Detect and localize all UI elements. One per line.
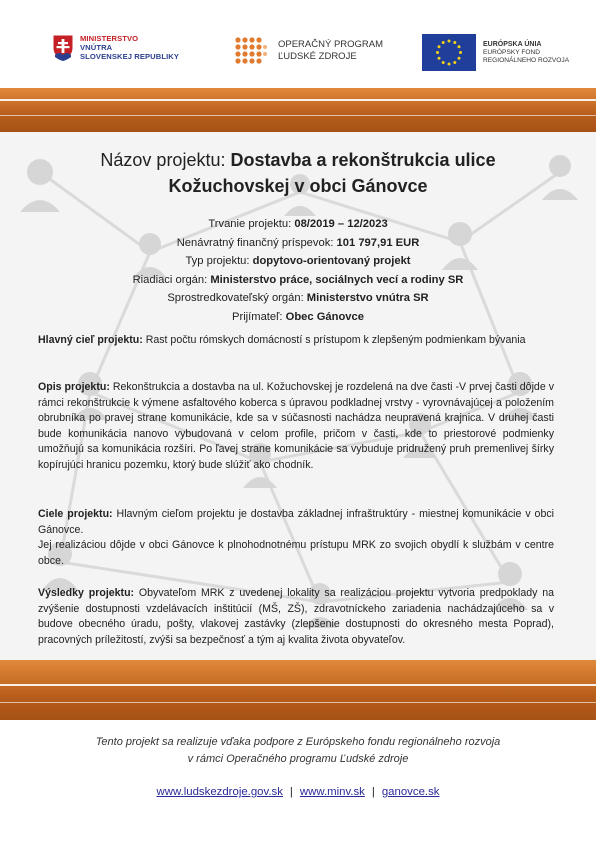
eu-line2: EURÓPSKY FOND xyxy=(483,48,541,56)
description-text: Rekonštrukcia a dostavba na ul. Kožuchovskej je rozdelená na dve časti -V prvej časti dôjde v rámci rekonštrukcie k výmene asfaltového koberca s úpravou podkladnej vrstvy - vyrovnávajúcej a položením obrubníka po pravej strane komunikácie, kde sa v súčasnosti nachádza neupravená krajnica. V druhej časti bude komunikácia nanovo vybudovaná v celom profile, pričom v časti, kde to priestorové podmienky umožňujú sa komunikácia rozšíri. Po ľavej strane komunikácie sa vybuduje pridružený pruh premenlivej šírky kopírujúci hranicu pozemku, ktorý bude slúžiť ako chodník. xyxy=(38,381,554,471)
section-results xyxy=(38,586,554,648)
goals-text-2: Jej realizáciou dôjde v obci Gánovce k plnohodnotnému prístupu MRK zo svojich obydlí k službám v centre obce. xyxy=(38,539,554,567)
top-orange-band xyxy=(0,88,596,132)
meta-intermediate-body: Sprostredkovateľský orgán: Ministerstvo vnútra SR xyxy=(167,292,429,304)
description-label: Opis projektu: xyxy=(38,381,110,393)
eu-line1: EURÓPSKA ÚNIA xyxy=(483,40,542,48)
main-goal-text: Rast počtu rómskych domácností s prístupom k zlepšeným podmienkam bývania xyxy=(142,334,526,346)
eu-logo xyxy=(422,34,569,71)
ministry-line3: SLOVENSKEJ REPUBLIKY xyxy=(80,52,180,61)
eu-flag-icon xyxy=(422,34,476,71)
meta-type: Typ projektu: dopytovo-orientovaný projekt xyxy=(185,255,411,267)
eu-line3: REGIONÁLNEHO ROZVOJA xyxy=(483,56,570,64)
meta-duration: Trvanie projektu: 08/2019 – 12/2023 xyxy=(208,218,388,230)
eu-name xyxy=(483,41,569,65)
ministry-name xyxy=(80,34,179,61)
footer xyxy=(0,720,596,842)
results-text: Obyvateľom MRK z uvedenej lokality sa realizáciou projektu vytvoria predpoklady na zvýšenie dostupnosti vzdelávacích inštitúcií (MŠ, ZŠ), zdravotníckeho zariadenia nachádzajúceho sa v budove obecného úradu, pošty, vlakovej zastávky (zlepšenie dostupnosti do okresného mesta Poprad), pracovných príležitostí, zvýši sa bezpečnosť a tým aj kvalita života obyvateľov. xyxy=(38,587,555,646)
main-content xyxy=(0,132,596,660)
link-ganovce[interactable]: ganovce.sk xyxy=(381,786,440,798)
ministry-line1: MINISTERSTVO xyxy=(80,34,139,43)
link-separator: | xyxy=(289,786,293,798)
logo-header xyxy=(0,0,596,88)
title-line2: Kožuchovskej v obci Gánovce xyxy=(168,176,428,196)
ministry-logo xyxy=(52,34,179,62)
goals-text: Hlavným cieľom projektu je dostavba základnej infraštruktúry - miestnej komunikácie v obci Gánovce. xyxy=(38,508,554,536)
section-main-goal xyxy=(38,333,554,349)
meta-managing-body: Riadiaci orgán: Ministerstvo práce, sociálnych vecí a rodiny SR xyxy=(132,273,464,286)
program-name xyxy=(278,39,383,63)
goals-label: Ciele projektu: xyxy=(38,508,113,520)
section-description xyxy=(38,380,554,473)
ministry-line2: VNÚTRA xyxy=(80,43,113,52)
program-line1: OPERAČNÝ PROGRAM xyxy=(278,39,384,50)
meta-recipient: Prijímateľ: Obec Gánovce xyxy=(232,310,364,323)
program-logo xyxy=(234,36,383,66)
section-goals xyxy=(38,507,554,569)
link-ludskezdroje[interactable]: www.ludskezdroje.gov.sk xyxy=(156,786,283,798)
dot-grid-logo-icon xyxy=(234,36,268,66)
title-line1: Dostavba a rekonštrukcia ulice xyxy=(230,150,496,170)
link-separator: | xyxy=(371,786,375,798)
title-label: Názov projektu: xyxy=(100,150,231,170)
link-minv[interactable]: www.minv.sk xyxy=(299,786,365,798)
slovak-coat-of-arms-icon xyxy=(52,34,74,62)
funding-note xyxy=(30,734,566,767)
program-line2: ĽUDSKÉ ZDROJE xyxy=(278,51,357,62)
project-title xyxy=(40,147,556,199)
footer-links xyxy=(30,786,566,798)
meta-grant: Nenávratný finančný príspevok: 101 797,91 EUR xyxy=(176,236,420,249)
project-meta xyxy=(40,215,556,326)
main-goal-label: Hlavný cieľ projektu: xyxy=(38,334,143,346)
funding-note-line1: Tento projekt sa realizuje vďaka podpore z Európskeho fondu regionálneho rozvoja xyxy=(95,736,501,748)
bottom-orange-band xyxy=(0,660,596,720)
funding-note-line2: v rámci Operačného programu Ľudské zdroje xyxy=(187,752,409,765)
results-label: Výsledky projektu: xyxy=(38,587,135,599)
